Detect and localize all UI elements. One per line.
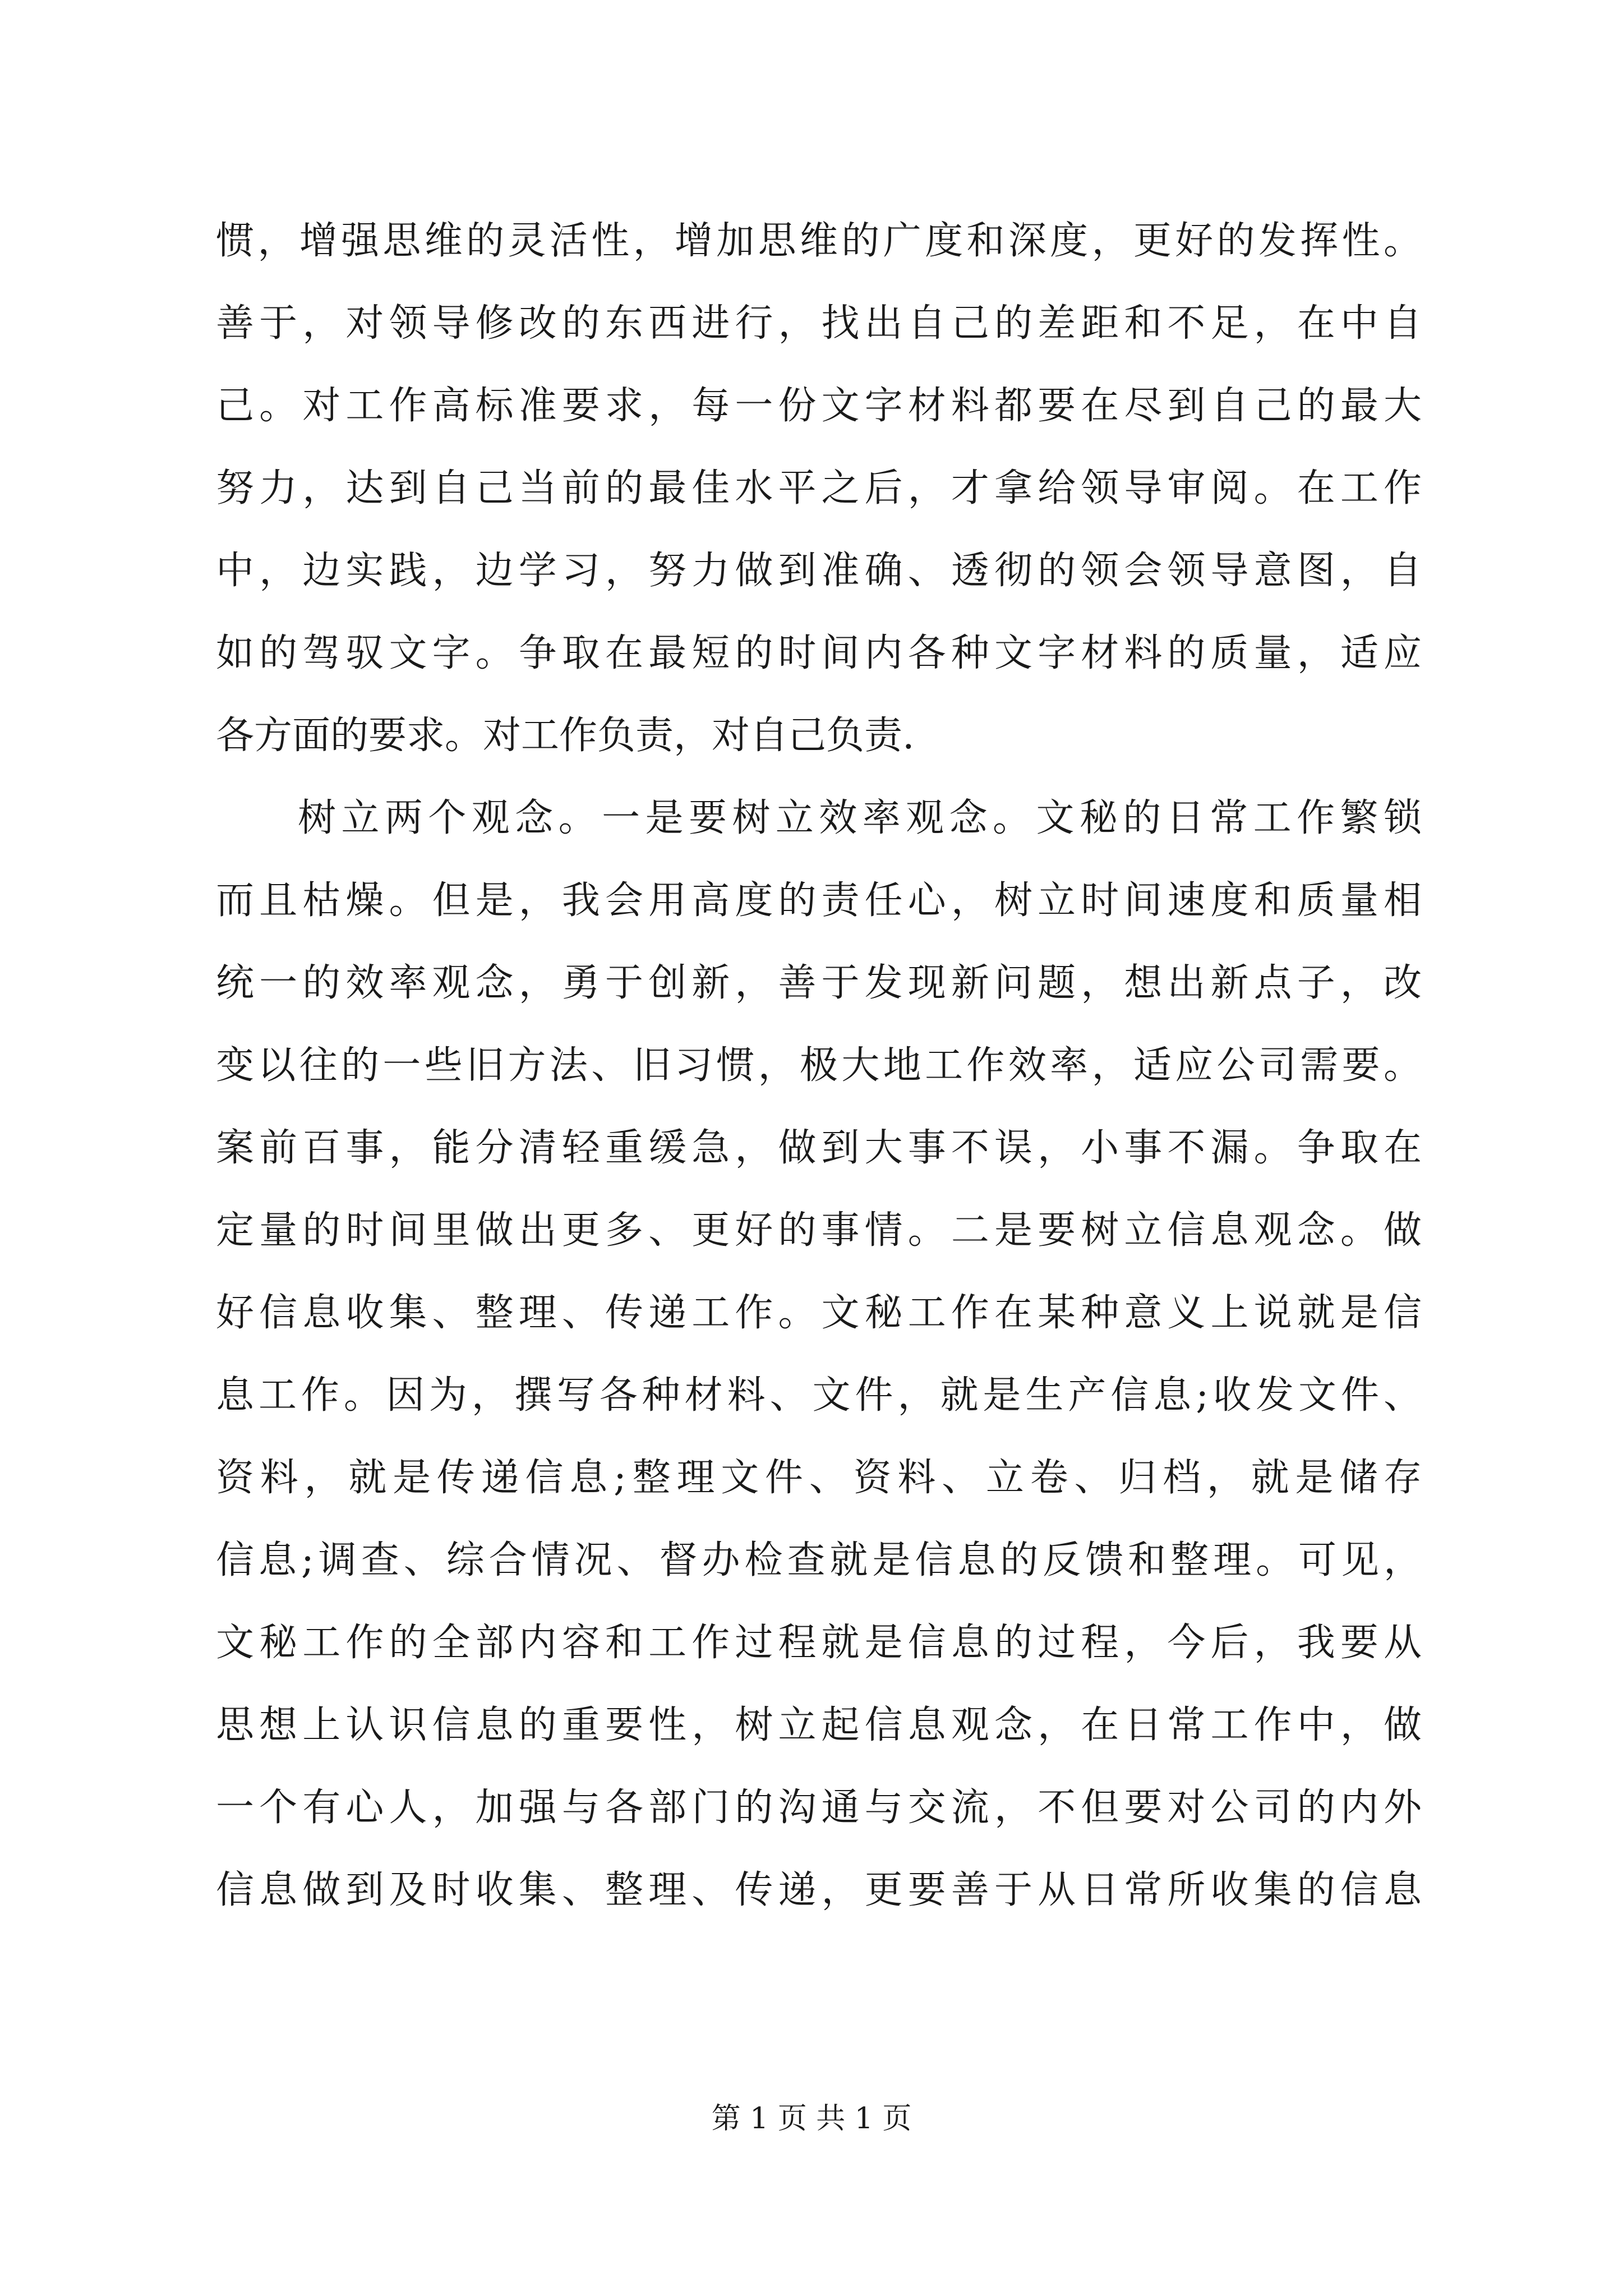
text-line: 善于，对领导修改的东西进行，找出自己的差距和不足，在中自 — [216, 301, 1422, 346]
text-line: 变以往的一些旧方法、旧习惯，极大地工作效率，适应公司需要。 — [216, 1043, 1422, 1088]
text-line: 一个有心人，加强与各部门的沟通与交流，不但要对公司的内外 — [216, 1786, 1422, 1830]
text-line: 统一的效率观念，勇于创新，善于发现新问题，想出新点子，改 — [216, 961, 1422, 1005]
text-line: 己。对工作高标准要求，每一份文字材料都要在尽到自己的最大 — [216, 384, 1422, 428]
text-line: 息工作。因为，撰写各种材料、文件，就是生产信息;收发文件、 — [216, 1373, 1422, 1418]
text-line: 思想上认识信息的重要性，树立起信息观念，在日常工作中，做 — [216, 1703, 1422, 1747]
text-line: 中，边实践，边学习，努力做到准确、透彻的领会领导意图，自 — [216, 549, 1422, 593]
text-line: 努力，达到自己当前的最佳水平之后，才拿给领导审阅。在工作 — [216, 466, 1422, 510]
text-line: 好信息收集、整理、传递工作。文秘工作在某种意义上说就是信 — [216, 1291, 1422, 1335]
page-number-label: 第 1 页 共 1 页 — [711, 2102, 912, 2136]
text-line: 资料，就是传递信息;整理文件、资料、立卷、归档，就是储存 — [216, 1456, 1422, 1500]
text-line: 各方面的要求。对工作负责，对自己负责. — [216, 714, 915, 758]
text-line: 如的驾驭文字。争取在最短的时间内各种文字材料的质量，适应 — [216, 631, 1422, 675]
text-line: 案前百事，能分清轻重缓急，做到大事不误，小事不漏。争取在 — [216, 1126, 1422, 1170]
text-line: 信息;调查、综合情况、督办检查就是信息的反馈和整理。可见， — [216, 1538, 1422, 1582]
page-footer — [0, 2099, 1623, 2138]
text-line: 定量的时间里做出更多、更好的事情。二是要树立信息观念。做 — [216, 1208, 1422, 1253]
text-line: 惯，增强思维的灵活性，增加思维的广度和深度，更好的发挥性。 — [216, 219, 1422, 263]
text-line: 文秘工作的全部内容和工作过程就是信息的过程，今后，我要从 — [216, 1621, 1422, 1665]
text-line: 信息做到及时收集、整理、传递，更要善于从日常所收集的信息 — [216, 1868, 1422, 1912]
paragraph-start-line: 树立两个观念。一是要树立效率观念。文秘的日常工作繁锁 — [298, 796, 1422, 840]
document-body — [216, 200, 1422, 1931]
text-line: 而且枯燥。但是，我会用高度的责任心，树立时间速度和质量相 — [216, 878, 1422, 923]
